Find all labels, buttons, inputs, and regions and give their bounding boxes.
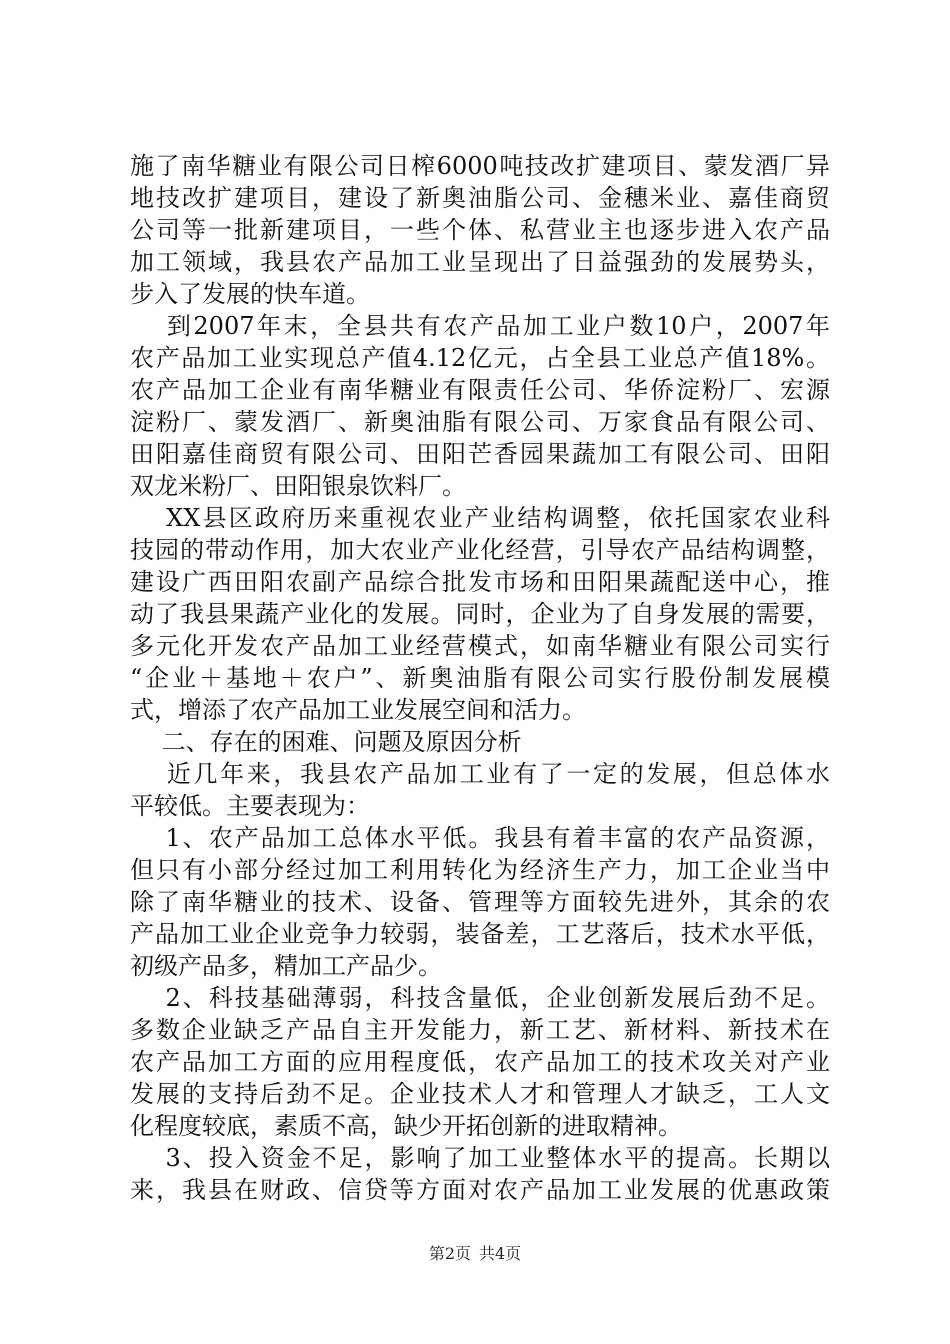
text-line: 近几年来，我县农产品加工业有了一定的发展，但总体水 (130, 760, 830, 788)
text-line: 步入了发展的快车道。 (130, 280, 370, 308)
text-line: 多数企业缺乏产品自主开发能力，新工艺、新材料、新技术在 (130, 1016, 830, 1044)
text-line: 地技改扩建项目，建设了新奥油脂公司、金穗米业、嘉佳商贸 (130, 184, 830, 212)
page-footer (0, 1244, 950, 1264)
text-line: 1、农产品加工总体水平低。我县有着丰富的农产品资源， (130, 824, 830, 852)
text-line: XX县区政府历来重视农业产业结构调整，依托国家农业科 (130, 504, 830, 532)
text-line: 多元化开发农产品加工业经营模式，如南华糖业有限公司实行 (130, 632, 830, 660)
page-total: 共4页 (479, 1244, 522, 1263)
text-line: 产品加工业企业竞争力较弱，装备差，工艺落后，技术水平低， (130, 920, 830, 948)
text-line: 动了我县果蔬产业化的发展。同时，企业为了自身发展的需要， (130, 600, 830, 628)
text-line: 发展的支持后劲不足。企业技术人才和管理人才缺乏，工人文 (130, 1080, 830, 1108)
text-line: 农产品加工方面的应用程度低，农产品加工的技术攻关对产业 (130, 1048, 830, 1076)
text-line: 建设广西田阳农副产品综合批发市场和田阳果蔬配送中心，推 (130, 568, 830, 596)
text-line: 二、存在的困难、问题及原因分析 (130, 728, 522, 756)
text-line: 2、科技基础薄弱，科技含量低，企业创新发展后劲不足。 (130, 984, 830, 1012)
text-line: 公司等一批新建项目，一些个体、私营业主也逐步进入农产品 (130, 216, 830, 244)
text-line: 双龙米粉厂、田阳银泉饮料厂。 (130, 472, 466, 500)
text-line: 初级产品多，精加工产品少。 (130, 952, 442, 980)
text-line: 农产品加工业实现总产值4.12亿元，占全县工业总产值18%。 (130, 344, 830, 372)
text-line: 田阳嘉佳商贸有限公司、田阳芒香园果蔬加工有限公司、田阳 (130, 440, 830, 468)
text-line: 技园的带动作用，加大农业产业化经营，引导农产品结构调整， (130, 536, 830, 564)
text-line: 除了南华糖业的技术、设备、管理等方面较先进外，其余的农 (130, 888, 830, 916)
document-body (130, 150, 830, 1206)
text-line: 加工领域，我县农产品加工业呈现出了日益强劲的发展势头， (130, 248, 830, 276)
text-line: 农产品加工企业有南华糖业有限责任公司、华侨淀粉厂、宏源 (130, 376, 830, 404)
text-line: 化程度较底，素质不高，缺少开拓创新的进取精神。 (130, 1112, 682, 1140)
text-line: 到2007年末，全县共有农产品加工业户数10户，2007年 (130, 312, 830, 340)
text-line: 淀粉厂、蒙发酒厂、新奥油脂有限公司、万家食品有限公司、 (130, 408, 830, 436)
text-line: 来，我县在财政、信贷等方面对农产品加工业发展的优惠政策 (130, 1176, 830, 1204)
text-line: 施了南华糖业有限公司日榨6000吨技改扩建项目、蒙发酒厂异 (130, 152, 830, 180)
page-number: 第2页 (428, 1244, 471, 1263)
text-line: 式，增添了农产品加工业发展空间和活力。 (130, 696, 586, 724)
text-line: 平较低。主要表现为： (130, 792, 370, 820)
text-line: 但只有小部分经过加工利用转化为经济生产力，加工企业当中 (130, 856, 830, 884)
text-line: 3、投入资金不足，影响了加工业整体水平的提高。长期以 (130, 1144, 830, 1172)
text-line: “企业＋基地＋农户”、新奥油脂有限公司实行股份制发展模 (130, 664, 830, 692)
